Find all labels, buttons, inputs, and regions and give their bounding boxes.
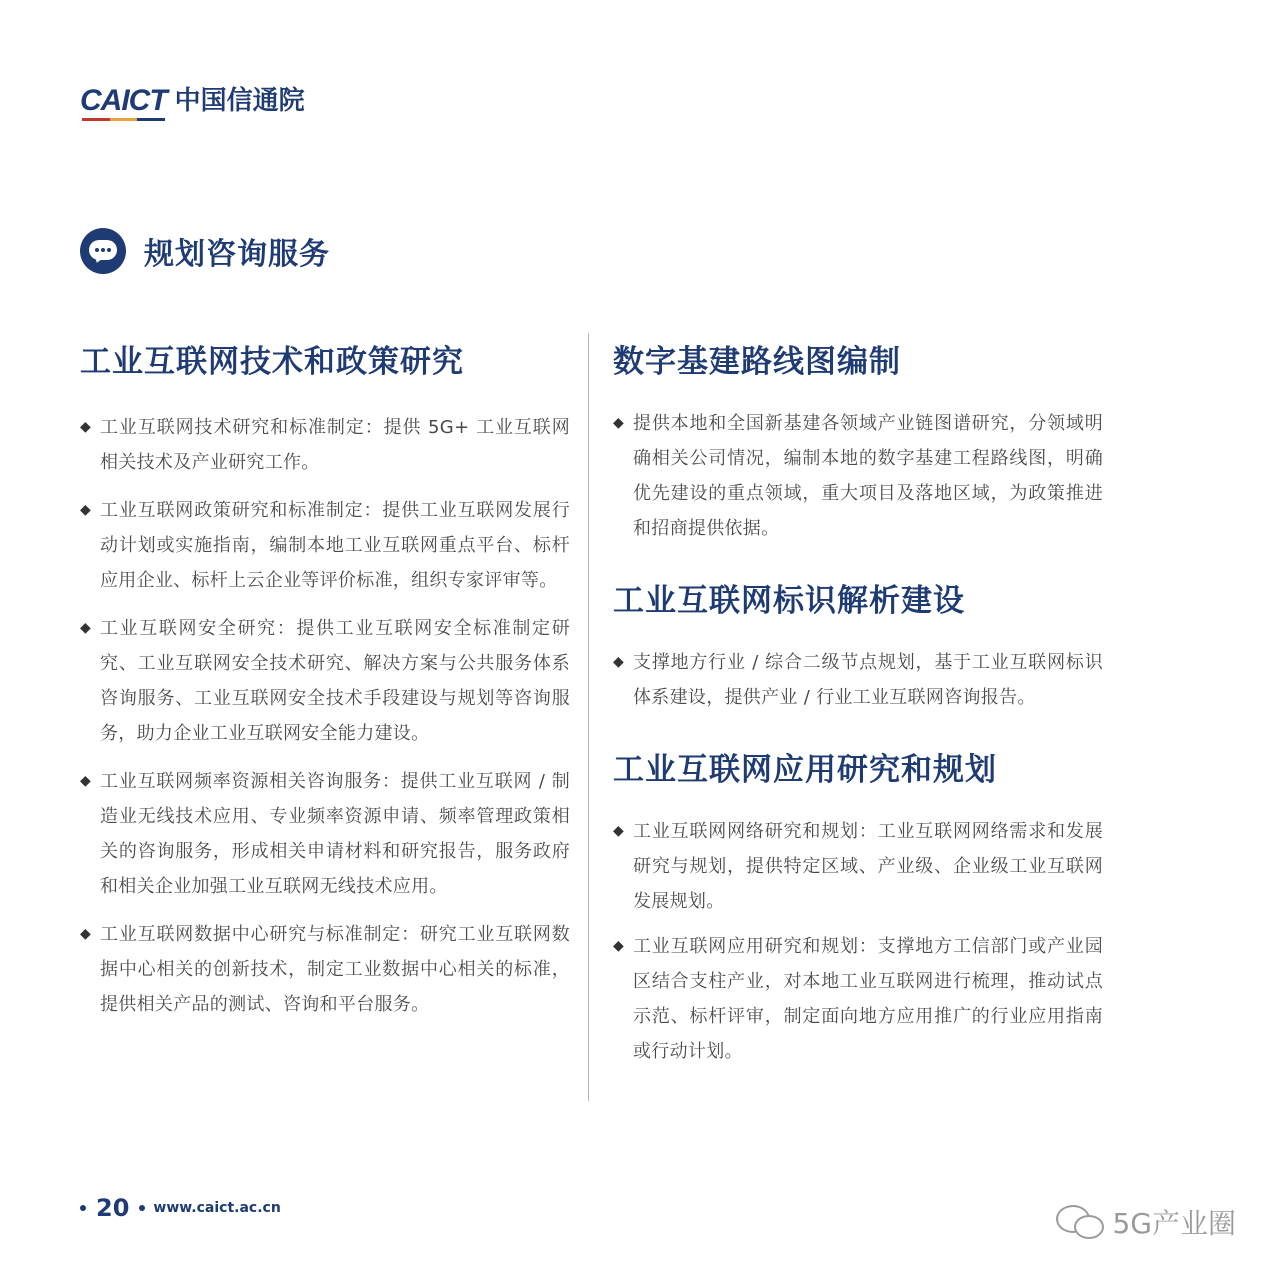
right-heading-roadmap: 数字基建路线图编制	[613, 344, 901, 380]
logo-name-cn: 中国信通院	[174, 86, 305, 116]
page-footer	[80, 1194, 281, 1222]
logo-mark	[80, 86, 167, 116]
bullet-diamond-icon: ◆	[80, 419, 92, 435]
right-heading-identifier: 工业互联网标识解析建设	[613, 583, 965, 619]
list-item: ◆ 工业互联网应用研究和规划：支撑地方工信部门或产业园区结合支柱产业，对本地工业互联网进行梳理，推动试点示范、标杆评审，制定面向地方应用推广的行业应用指南或行动计划。	[613, 929, 1103, 1069]
right-column	[613, 340, 1103, 1079]
bullet-diamond-icon: ◆	[613, 654, 625, 670]
chat-bubble-icon	[80, 228, 126, 274]
logo-text: CAICT	[80, 84, 167, 117]
section-title: 规划咨询服务	[144, 237, 330, 272]
application-list	[613, 814, 1103, 1069]
roadmap-list	[613, 406, 1103, 546]
list-item: ◆ 工业互联网政策研究和标准制定：提供工业互联网发展行动计划或实施指南，编制本地工业互联网重点平台、标杆应用企业、标杆上云企业等评价标准，组织专家评审等。	[80, 493, 570, 598]
bullet-diamond-icon: ◆	[80, 773, 92, 789]
right-heading-application: 工业互联网应用研究和规划	[613, 752, 997, 788]
caict-logo	[80, 76, 305, 116]
list-item: ◆ 工业互联网频率资源相关咨询服务：提供工业互联网 / 制造业无线技术应用、专业频率资源申请、频率管理政策相关的咨询服务，形成相关申请材料和研究报告，服务政府和相关企业加强工业互联网无线技术应用。	[80, 764, 570, 904]
left-heading: 工业互联网技术和政策研究	[80, 344, 464, 380]
bullet-diamond-icon: ◆	[80, 502, 92, 518]
watermark	[1054, 1202, 1236, 1242]
footer-dot-icon	[80, 1205, 86, 1211]
left-column	[80, 340, 570, 1035]
wechat-icon	[1054, 1203, 1106, 1241]
list-item: ◆ 工业互联网安全研究：提供工业互联网安全标准制定研究、工业互联网安全技术研究、解决方案与公共服务体系咨询服务、工业互联网安全技术手段建设与规划等咨询服务，助力企业工业互联网安全能力建设。	[80, 611, 570, 751]
footer-url[interactable]: www.caict.ac.cn	[153, 1200, 281, 1216]
list-item: ◆ 支撑地方行业 / 综合二级节点规划，基于工业互联网标识体系建设，提供产业 / 行业工业互联网咨询报告。	[613, 645, 1103, 715]
bullet-diamond-icon: ◆	[80, 926, 92, 942]
list-item: ◆ 工业互联网技术研究和标准制定：提供 5G+ 工业互联网相关技术及产业研究工作。	[80, 410, 570, 480]
watermark-text: 5G产业圈	[1112, 1207, 1236, 1240]
list-item: ◆ 工业互联网数据中心研究与标准制定：研究工业互联网数据中心相关的创新技术，制定工业数据中心相关的标准，提供相关产品的测试、咨询和平台服务。	[80, 917, 570, 1022]
bullet-diamond-icon: ◆	[613, 415, 625, 431]
left-list	[80, 410, 570, 1022]
bullet-diamond-icon: ◆	[613, 938, 625, 954]
bullet-diamond-icon: ◆	[613, 823, 625, 839]
identifier-list	[613, 645, 1103, 715]
list-item: ◆ 工业互联网网络研究和规划：工业互联网网络需求和发展研究与规划，提供特定区域、产业级、企业级工业互联网发展规划。	[613, 814, 1103, 919]
section-header	[80, 228, 330, 274]
column-divider	[588, 333, 589, 1101]
list-item: ◆ 提供本地和全国新基建各领域产业链图谱研究，分领域明确相关公司情况，编制本地的数字基建工程路线图，明确优先建设的重点领域，重大项目及落地区域，为政策推进和招商提供依据。	[613, 406, 1103, 546]
bullet-diamond-icon: ◆	[80, 620, 92, 636]
footer-dot-icon	[139, 1205, 145, 1211]
logo-underline	[82, 118, 165, 121]
page-number: 20	[96, 1194, 130, 1222]
